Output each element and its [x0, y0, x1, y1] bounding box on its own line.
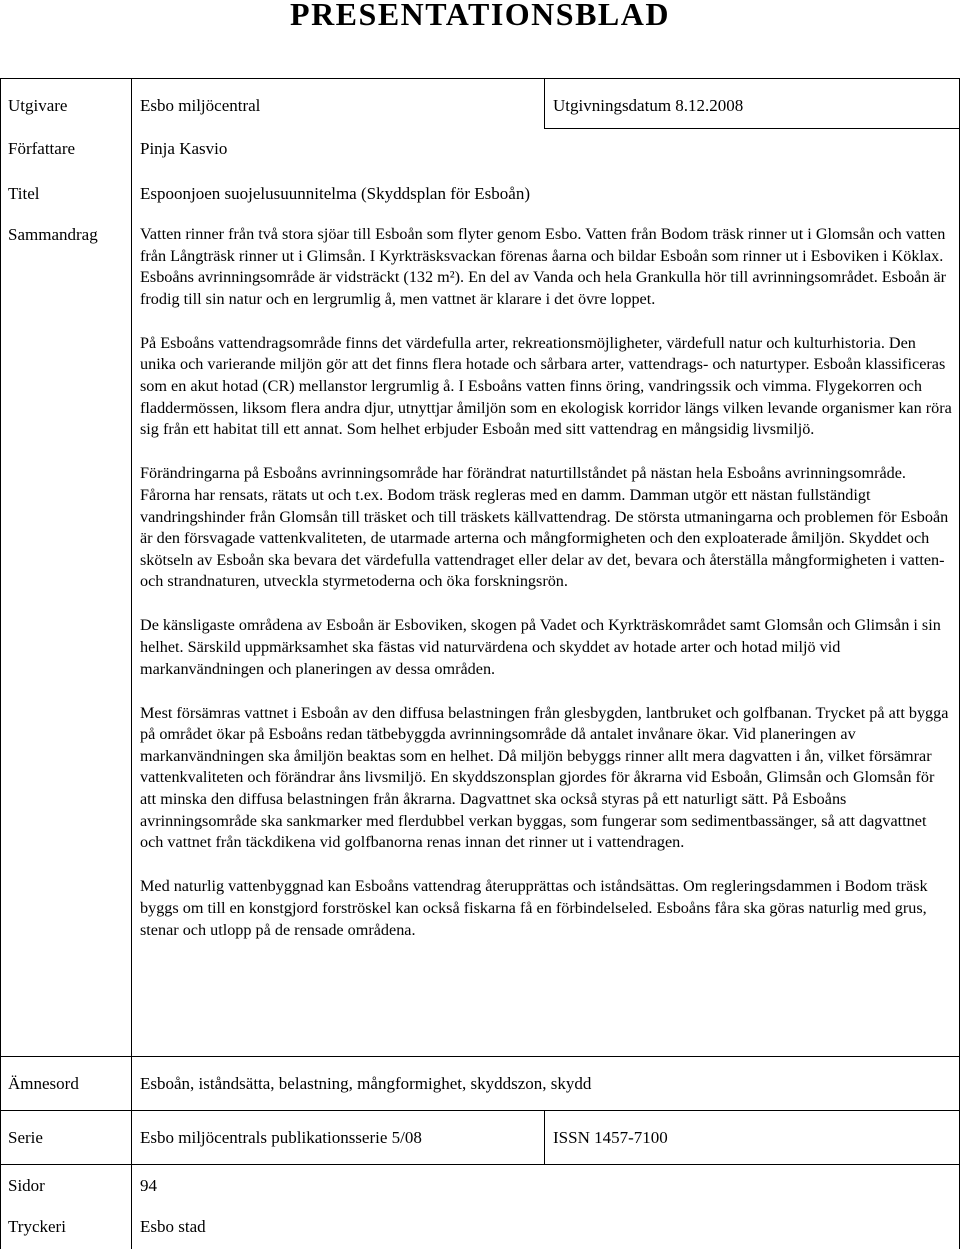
- pages-value: 94: [140, 1176, 157, 1195]
- table-rule: [0, 78, 1, 1249]
- keywords-label: Ämnesord: [8, 1074, 79, 1093]
- summary-paragraph: Mest försämras vattnet i Esboån av den diffusa belastningen från glesbygden, lantbruket och golfbanan. Trycket på att bygga på området ökar på Esboåns redan tätbebyggda avrinningsområde då antalet invånare ökar. Vid planeringen av markanvändningen ska åmiljön beaktas som en helhet. Då miljön bebyggs rinner allt mera dagvatten i ån, vilket försämrar vattenkvaliteten och förändrar åns livsmiljö. En skyddszonsplan gjordes för åkrarna vid Esboån, Glimsån och Glomsån för att minska den diffusa belastningen från åkrarna. Dagvattnet ska också styras på ett naturligt sätt. På Esboåns avrinningsområde ska sankmarker med flerdubbel verkan byggas, som fungerar som sedimentbassänger, så att dagvattnet och vattnet från täckdikena vid golfbanorna renas innan det rinner ut i vattendragen.: [140, 703, 949, 852]
- summary-paragraph: Med naturlig vattenbyggnad kan Esboåns vattendrag återupprättas och iståndsättas. Om regleringsdammen i Bodom träsk byggs om till en konstgjord forströskel kan också fiskarna få en förbindelseled. Esboåns fåra ska göras naturlig med grus, stenar och utlopp på de rensade områdena.: [140, 877, 928, 939]
- pages-label: Sidor: [8, 1176, 45, 1195]
- table-rule: [544, 1110, 545, 1164]
- keywords-value: Esboån, iståndsätta, belastning, mångformighet, skyddszon, skydd: [140, 1074, 592, 1093]
- table-rule: [131, 78, 132, 1249]
- summary-paragraph: På Esboåns vattendragsområde finns det värdefulla arter, rekreationsmöjligheter, värdefull natur och kulturhistoria. Den unika och varierande miljön gör att det finns flera hotade och sårbara arter, vattendrags- och naturtyper. Esboån klassificeras som en akut hotad (CR) mellanstor lergrumlig å. I Esboåns vatten finns öring, vandringssik och vimma. Flygekorren och fladdermössen, liksom flera andra djur, utnyttjar åmiljön som en ekologisk korridor längs vilken levande organismer kan röra sig från ett habitat till ett annat. Som helhet erbjuder Esboån med sitt vattendrag en mångsidig livsmiljö.: [140, 333, 952, 439]
- table-rule: [0, 1056, 960, 1057]
- summary-paragraph: Vatten rinner från två stora sjöar till Esboån som flyter genom Esbo. Vatten från Bodom träsk rinner ut i Glomsån och vatten från Långträsk rinner ut i Glimsån. I Kyrkträsksvackan förenas åarna och bildar Esboån som rinner ut i Esboviken i Köklax. Esboåns avrinningsområde är vidsträckt (132 m²). En del av Vanda och hela Grankulla hör till avrinningsområdet. Esboån är frodig till sin natur och en lergrumlig å, men vattnet är klarare i det övre loppet.: [140, 225, 947, 308]
- series-value: Esbo miljöcentrals publikationsserie 5/08: [140, 1128, 422, 1147]
- title-value: Espoonjoen suojelusuunnitelma (Skyddsplan för Esboån): [140, 184, 531, 203]
- table-rule: [0, 1164, 960, 1165]
- author-label: Författare: [8, 139, 76, 158]
- summary-paragraph: De känsligaste områdena av Esboån är Esboviken, skogen på Vadet och Kyrkträskområdet samt Glomsån och Glimsån i sin helhet. Särskild uppmärksamhet ska fästas vid naturvärdena och skyddet av hotade arter och hotad miljö vid markanvändningen och planeringen av dessa områden.: [140, 616, 941, 678]
- printer-label: Tryckeri: [8, 1217, 66, 1236]
- page-title: PRESENTATIONSBLAD: [290, 0, 670, 32]
- author-value: Pinja Kasvio: [140, 139, 228, 158]
- table-rule: [0, 1110, 960, 1111]
- table-rule: [544, 128, 959, 129]
- table-rule: [0, 78, 960, 79]
- publisher-value: Esbo miljöcentral: [140, 96, 261, 115]
- table-rule: [544, 78, 545, 128]
- summary-paragraph: Förändringarna på Esboåns avrinningsområde har förändrat naturtillståndet på nästan hela Esboåns avrinningsområde. Fårorna har rensats, rätats ut och t.ex. Bodom träsk regleras med en damm. Damman utgör ett nästan fullständigt vandringshinder från Glomsån till träsket och till träskets källvattendrag. De största utmaningarna och problemen för Esboån är den försvagade vattenkvaliteten, de utarmade arterna och mångformigheten och den exploaterade åmiljön. Skyddet och skötseln av Esboån ska bevara det värdefulla vattendraget eller delar av det, bevara och återställa mångformigheten i vatten- och strandnaturen, utveckla styrmetoderna och öka forskningsrön.: [140, 464, 949, 591]
- summary-text: [140, 224, 952, 964]
- issn-value: ISSN 1457-7100: [553, 1128, 668, 1147]
- publication-date: Utgivningsdatum 8.12.2008: [553, 96, 744, 115]
- summary-label: Sammandrag: [8, 225, 98, 244]
- publisher-label: Utgivare: [8, 96, 68, 115]
- title-label: Titel: [8, 184, 40, 203]
- series-label: Serie: [8, 1128, 43, 1147]
- printer-value: Esbo stad: [140, 1217, 206, 1236]
